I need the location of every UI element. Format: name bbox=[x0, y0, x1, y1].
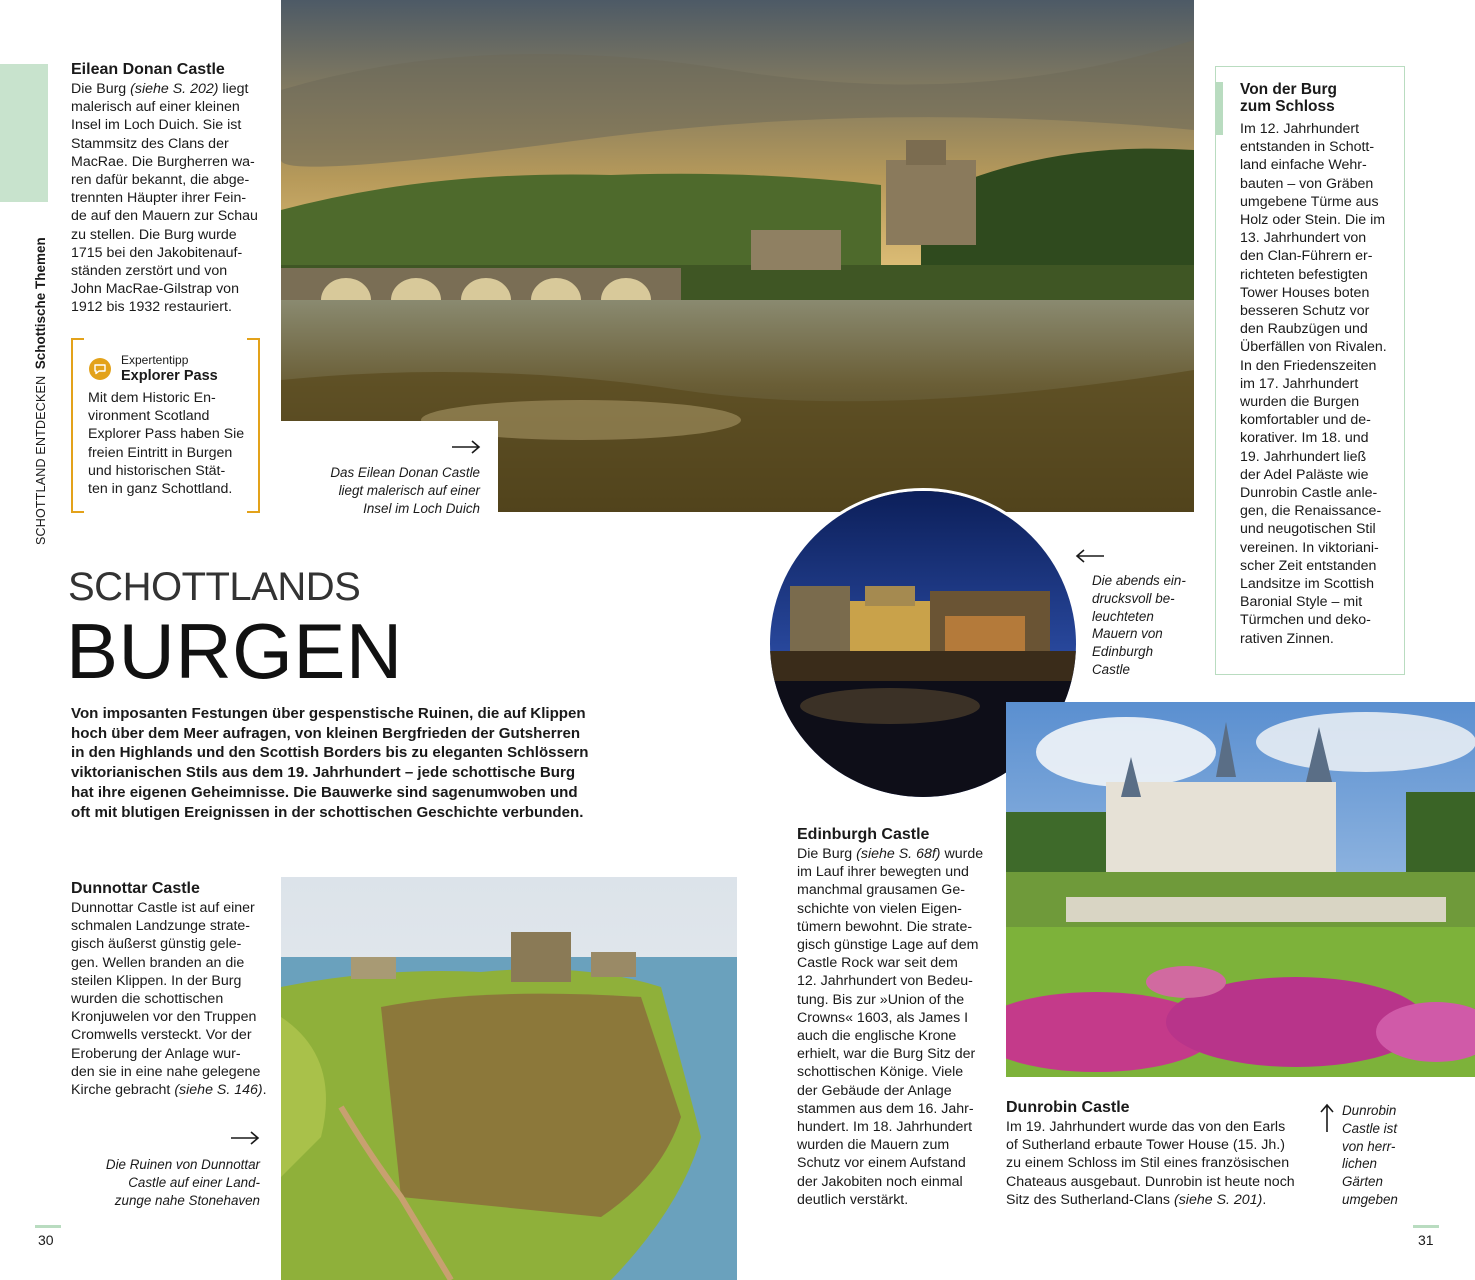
caption-edinburgh: Die abends ein- drucksvoll be- leuchteten Mauern von Edinburgh Castle bbox=[1092, 573, 1186, 677]
caption-dunnottar: Die Ruinen von Dunnottar Castle auf einer Land- zunge nahe Stonehaven bbox=[105, 1157, 260, 1208]
speech-bubble-icon bbox=[89, 358, 111, 380]
page-number-right: 31 bbox=[1418, 1232, 1434, 1248]
heading-small: SCHOTTLANDS bbox=[68, 565, 361, 609]
arrow-left-icon bbox=[1075, 549, 1105, 563]
arrow-up-icon bbox=[1320, 1103, 1334, 1133]
intro-text: Von imposanten Festungen über gespenstische Ruinen, die auf Klippen hoch über dem Meer aufragen, von kleinen Bergfrieden der Gutsherren in den Highlands und den Scottish Borders bis zu eleganten Schlössern viktorianischen Stils aus dem 19. Jahrhundert – jede schottische Burg hat ihre eigenen Geheimnisse. Die Bauwerke sind sagenumwoben und oft mit blutigen Ereignissen in der schottischen Geschichte verbunden. bbox=[71, 705, 589, 821]
page-number-left-rule bbox=[35, 1225, 61, 1228]
dunrobin-text: Im 19. Jahrhundert wurde das von den Earls of Sutherland erbaute Tower House (15. Jh.) zu einem Schloss im Stil eines französischen Chateaus ausgebaut. Dunrobin ist heute noch Sitz des Sutherland-Clans (siehe S. 201). bbox=[1006, 1119, 1295, 1208]
expert-tip-box bbox=[71, 338, 260, 513]
dunrobin-section bbox=[1006, 1099, 1306, 1209]
sidebar-text: Im 12. Jahrhundert entstanden in Schott- land einfache Wehr- bauten – von Gräben umgebene Türme aus Holz oder Stein. Die im 13. Jahrhundert von den Clan-Führern er- richteten befestigten Tower Houses boten besseren Schutz vor den Raubzügen und Überfällen von Rivalen. In den Friedenszeiten im 17. Jahrhundert wurden die Burgen komfortabler und de- korativer. Im 18. und 19. Jahrhundert ließ der Adel Paläste wie Dunrobin Castle anle- gen, die Renaissance- und neugotischen Stil vereinen. In viktoriani- scher Zeit entstanden Landsitze im Scottish Baronial Style – mit Türmchen und deko- rativen Zinnen. bbox=[1240, 121, 1387, 647]
topic-label: Schottische Themen bbox=[33, 237, 48, 370]
dunnottar-text: Dunnottar Castle ist auf einer schmalen Landzunge strate- gisch äußerst günstig gele- gen. Wellen branden an die steilen Klippen. In der Burg wurden die schottischen Kronjuwelen vor den Truppen Cromwells versteckt. Vor der Eroberung der Anlage wur- den sie in eine nahe gelegene Kirche gebracht (siehe S. 146). bbox=[71, 900, 267, 1099]
sidebar-accent bbox=[1215, 82, 1223, 135]
caption-dunrobin: Dunrobin Castle ist von herr- lichen Gärten umgeben bbox=[1342, 1103, 1398, 1207]
eilean-title: Eilean Donan Castle bbox=[71, 61, 225, 78]
tip-kicker: Expertentipp bbox=[121, 353, 189, 367]
edinburgh-title: Edinburgh Castle bbox=[797, 826, 930, 843]
page-number-right-rule bbox=[1413, 1225, 1439, 1228]
section-label: SCHOTTLAND ENTDECKEN bbox=[34, 375, 48, 545]
sidebar-title: Von der Burg zum Schloss bbox=[1240, 81, 1338, 115]
dunrobin-title: Dunrobin Castle bbox=[1006, 1099, 1130, 1116]
photo-dunnottar bbox=[281, 877, 737, 1280]
tip-title: Explorer Pass bbox=[121, 368, 218, 384]
dunnottar-title: Dunnottar Castle bbox=[71, 880, 200, 897]
arrow-right-icon bbox=[230, 1131, 260, 1145]
edinburgh-text: Die Burg (siehe S. 68f) wurde im Lauf ihrer bewegten und manchmal grausamen Ge- schichte von vielen Eigen- tümern bewohnt. Die strate- gisch günstige Lage auf dem Castle Rock war seit dem 12. Jahrhundert von Bedeu- tung. Bis zur »Union of the Crowns« 1603, als James I auch die englische Krone erhielt, war die Burg Sitz der schottischen Könige. Viele der Gebäude der Anlage stammen aus dem 16. Jahr- hundert. Im 18. Jahrhundert wurden die Mauern zum Schutz vor einem Aufstand der Jakobiten noch einmal deutlich verstärkt. bbox=[797, 846, 984, 1208]
edinburgh-section bbox=[797, 826, 997, 1209]
photo-dunrobin bbox=[1006, 702, 1475, 1077]
side-tab-marker bbox=[0, 64, 48, 202]
tip-text: Mit dem Historic En- vironment Scotland Explorer Pass haben Sie freien Eintritt in Burgen und historischen Stät- ten in ganz Schottland. bbox=[88, 390, 245, 498]
heading-large: BURGEN bbox=[66, 607, 403, 695]
eilean-section bbox=[71, 61, 271, 317]
side-tab-label bbox=[33, 237, 53, 885]
eilean-text: Die Burg (siehe S. 202) liegt malerisch auf einer kleinen Insel im Loch Duich. Sie ist Stammsitz des Clans der MacRae. Die Burgherren wa- ren dafür bekannt, die abge- trennten Häupter ihrer Fein- de auf den Mauern zur Schau zu stellen. Die Burg wurde 1715 bei den Jakobitenauf- ständen zerstört und von John MacRae-Gilstrap von 1912 bis 1932 restauriert. bbox=[71, 81, 258, 316]
arrow-right-icon bbox=[451, 440, 481, 454]
caption-eilean: Das Eilean Donan Castle liegt malerisch auf einer Insel im Loch Duich bbox=[330, 465, 480, 516]
page-number-left: 30 bbox=[38, 1232, 54, 1248]
dunnottar-section bbox=[71, 880, 276, 1099]
